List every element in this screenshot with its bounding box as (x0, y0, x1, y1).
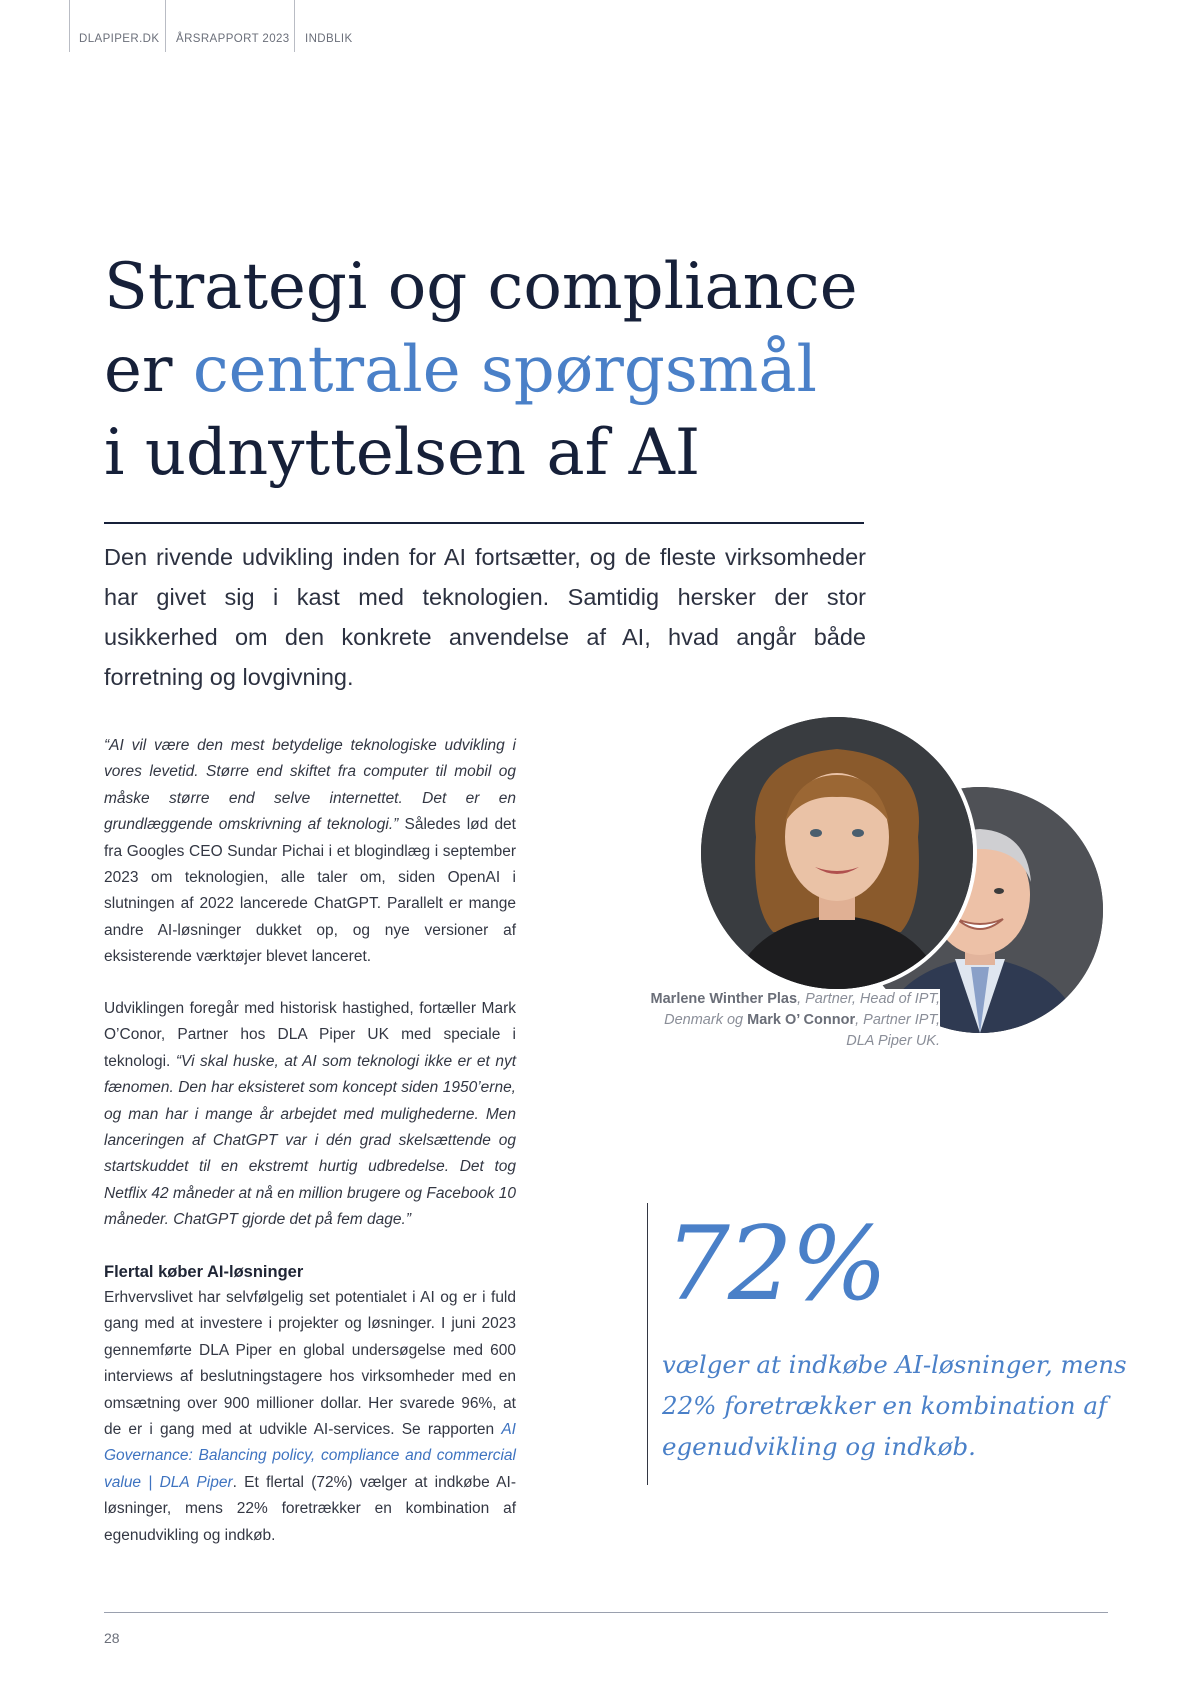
nav-link-indblik[interactable]: INDBLIK (305, 33, 353, 45)
stat-value: 72% (665, 1205, 886, 1324)
body-paragraph-1 (104, 733, 516, 971)
nav-divider (69, 0, 70, 52)
nav-link-aarsrapport[interactable]: ÅRSRAPPORT 2023 (176, 33, 290, 45)
page-title (104, 246, 904, 495)
nav-divider (294, 0, 295, 52)
body-paragraph-1-text: Således lød det fra Googles CEO Sundar Pichai i et blogindlæg i september 2023 om teknologien, alle taler om, siden OpenAI i slutningen af 2022 lancerede ChatGPT. Parallelt er mange andre AI-løsninger dukket op, og nye versioner af eksisterende værktøjer blevet lanceret. (104, 816, 516, 966)
footer-divider (104, 1612, 1108, 1613)
oconnor-quote: “Vi skal huske, at AI som teknologi ikke er et nyt fænomen. Den har eksisteret som koncept siden 1950’erne, og man har i mange år arbejdet med mulighederne. Men lanceringen af ChatGPT var i dén grad skelsættende og startskuddet til en ekstremt hurtig udbredelse. Det tog Netflix 42 måneder at nå en million brugere og Facebook 10 måneder. ChatGPT gjorde det på fem dage.” (104, 1052, 516, 1229)
lead-paragraph: Den rivende udvikling inden for AI fortsætter, og de fleste virksomheder har givet sig i kast med teknologien. Samtidig hersker der stor usikkerhed om den konkrete anvendelse af AI, hvad angår både forretning og lovgivning. (104, 544, 866, 690)
report-link[interactable]: AI Governance: Balancing policy, compliance and commercial value | DLA Piper (104, 1421, 516, 1491)
caption-name-2: Mark O’ Connor (747, 1012, 856, 1028)
body-paragraph-3-start: Erhvervslivet har selvfølgelig set potentialet i AI og er i fuld gang med at investere i projekter og løsninger. I juni 2023 gennemførte DLA Piper en global undersøgelse med 600 interviews af beslutningstagere hos virksomheder med en omsætning over 900 millioner dollar. Her svarede 96%, at de er i gang med at udvikle AI-services. Se rapporten (104, 1289, 516, 1439)
portrait-marlene-winther-plas (697, 713, 977, 993)
title-line-3: i udnyttelsen af AI (104, 416, 701, 490)
title-divider (104, 522, 864, 524)
body-paragraph-2 (104, 996, 516, 1234)
page-number: 28 (104, 1630, 120, 1646)
title-line-2-accent: centrale spørgsmål (192, 333, 817, 407)
caption-role-1: , Partner, Head of IPT, Denmark og (664, 991, 940, 1028)
caption-role-2: , Partner IPT, DLA Piper UK. (846, 1012, 940, 1049)
caption-name-1: Marlene Winther Plas (650, 991, 798, 1007)
stat-divider (647, 1203, 648, 1485)
body-paragraph-3 (104, 1285, 516, 1549)
portrait-caption (640, 989, 940, 1052)
title-line-2-prefix: er (104, 333, 193, 407)
woman-portrait-illustration (701, 717, 973, 989)
title-line-1: Strategi og compliance (104, 250, 858, 324)
nav-divider (165, 0, 166, 52)
nav-link-dlapiper[interactable]: DLAPIPER.DK (79, 33, 160, 45)
body-paragraph-3-end: . Et flertal (72%) vælger at indkøbe AI-løsninger, mens 22% foretrækker en kombination af egenudvikling og indkøb. (104, 1473, 516, 1544)
section-subheading: Flertal køber AI-løsninger (104, 1263, 304, 1281)
stat-description: vælger at indkøbe AI-løsninger, mens 22% foretrækker en kombination af egenudvikling og indkøb. (662, 1350, 1127, 1461)
body-paragraph-2-intro: Udviklingen foregår med historisk hastighed, fortæller Mark O’Conor, Partner hos DLA Piper UK med speciale i teknologi. (104, 1000, 516, 1070)
pichai-quote: “AI vil være den mest betydelige teknologiske udvikling i vores levetid. Større end skiftet fra computer til mobil og måske større end selve internettet. Det er en grundlæggende omskrivning af teknologi.” (104, 737, 516, 834)
